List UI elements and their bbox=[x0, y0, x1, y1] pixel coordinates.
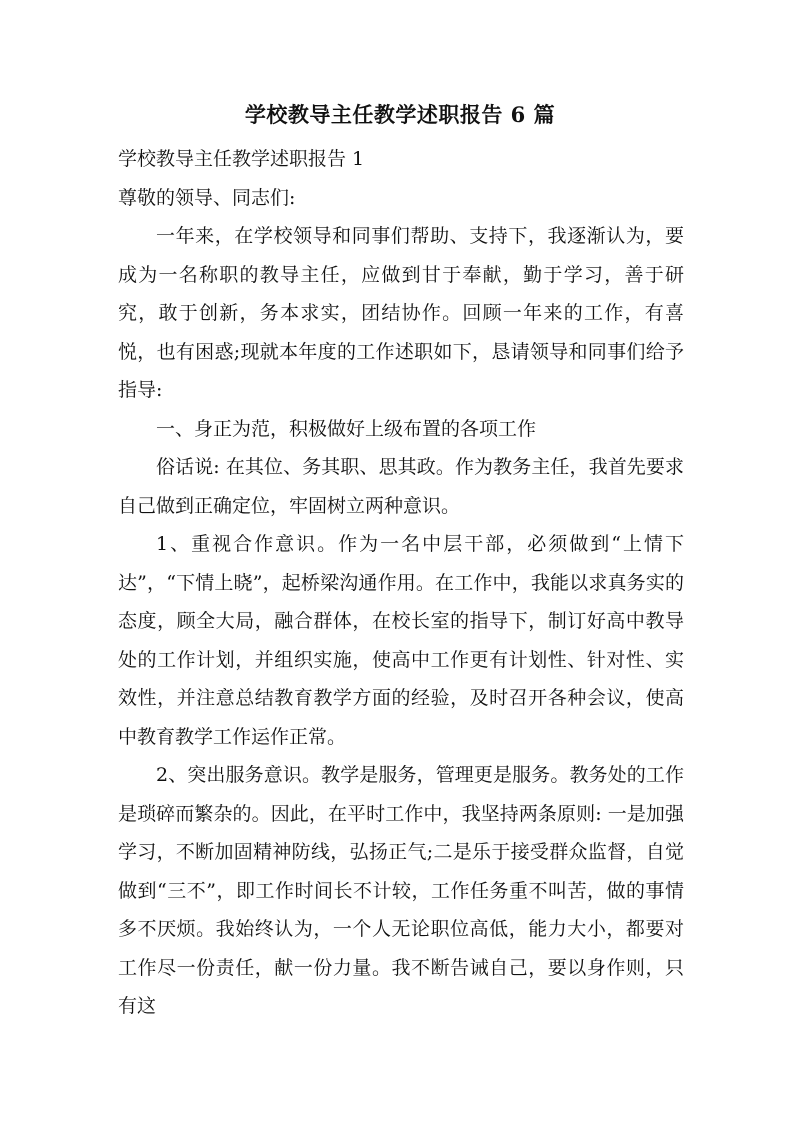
document-title: 学校教导主任教学述职报告 6 篇 bbox=[244, 102, 556, 127]
body-paragraph: 2、突出服务意识。教学是服务，管理更是服务。教务处的工作是琐碎而繁杂的。因此，在平时工作中，我坚持两条原则: 一是加强学习，不断加固精神防线，弘扬正气;二是乐于接受群众监督，自觉做到“三不”，即工作时间长不计较，工作任务重不叫苦，做的事情多不厌烦。我始终认为，一个人无论职位高低，能力大小，都要对工作尽一份责任，献一份力量。我不断告诫自己，要以身作则，只有这 bbox=[118, 764, 684, 1017]
body-paragraph: 1、重视合作意识。作为一名中层干部，必须做到“上情下达”，“下情上晓”，起桥梁沟通作用。在工作中，我能以求真务实的态度，顾全大局，融合群体，在校长室的指导下，制订好高中教导处的工作计划，并组织实施，使高中工作更有计划性、针对性、实效性，并注意总结教育教学方面的经验，及时召开各种会议，使高中教育教学工作运作正常。 bbox=[118, 533, 684, 748]
body-paragraph: 俗话说: 在其位、务其职、思其政。作为教务主任，我首先要求自己做到正确定位，牢固树立两种意识。 bbox=[118, 456, 684, 517]
salutation-paragraph: 尊敬的领导、同志们: bbox=[118, 186, 296, 209]
section-heading: 一、身正为范，积极做好上级布置的各项工作 bbox=[156, 417, 537, 440]
document-body bbox=[118, 140, 684, 1026]
subtitle-paragraph: 学校教导主任教学述职报告 1 bbox=[118, 148, 365, 170]
intro-paragraph: 一年来，在学校领导和同事们帮助、支持下，我逐渐认为，要成为一名称职的教导主任，应做到甘于奉献，勤于学习，善于研究，敢于创新，务本求实，团结协作。回顾一年来的工作，有喜悦，也有困惑;现就本年度的工作述职如下，恳请领导和同事们给予指导: bbox=[118, 225, 684, 401]
